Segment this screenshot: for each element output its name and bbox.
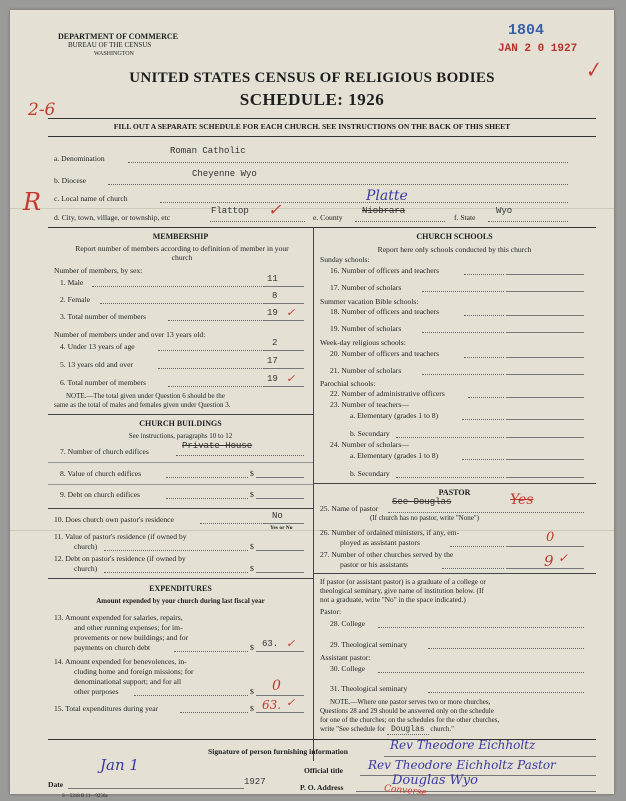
fill-line — [488, 221, 568, 222]
signature-label: Signature of person furnishing information — [208, 747, 348, 756]
rule — [48, 462, 313, 463]
leader — [396, 437, 504, 438]
leader — [168, 386, 264, 387]
leader — [442, 568, 504, 569]
q20-label: 20. Number of officers and teachers — [330, 349, 440, 358]
owns-residence-label: 10. Does church own pastor's residence — [54, 515, 174, 524]
q23b-label: b. Secondary — [350, 429, 390, 438]
running-expenses-label-3: provements or new buildings; and for — [74, 633, 189, 642]
answer-line — [506, 374, 584, 375]
answer-line — [256, 695, 304, 696]
membership-intro: Report number of members according to definition of member in your church — [75, 244, 289, 262]
leader — [388, 512, 584, 513]
city-check-icon: ✓ — [268, 200, 282, 219]
schedule-title: SCHEDULE: 1926 — [239, 90, 385, 109]
paper-fold — [10, 208, 614, 209]
leader — [464, 357, 504, 358]
dollar-sign: $ — [250, 687, 254, 696]
answer-line — [506, 459, 584, 460]
city-value: Flattop — [211, 206, 249, 216]
answer-line — [264, 368, 304, 369]
q19-label: 19. Number of scholars — [330, 324, 402, 333]
membership-title: MEMBERSHIP — [152, 232, 209, 241]
fill-line — [108, 184, 568, 185]
county-handwritten-value: Platte — [366, 188, 408, 204]
leader — [396, 477, 504, 478]
other-churches-label-1: 27. Number of other churches served by the — [320, 550, 454, 559]
pastor-edu-label: Pastor: — [320, 607, 342, 616]
sunday-schools-label: Sunday schools: — [320, 255, 370, 264]
q24a-label: a. Elementary (grades 1 to 8) — [350, 451, 439, 460]
denomination-value: Roman Catholic — [170, 146, 246, 156]
schools-title: CHURCH SCHOOLS — [416, 232, 493, 241]
city-name: WASHINGTON — [94, 51, 134, 57]
residence-value-label: 11. Value of pastor's residence (if owned by — [54, 532, 187, 541]
answer-line — [506, 274, 584, 275]
state-label: f. State — [454, 213, 476, 222]
total-members-2-label: 6. Total number of members — [60, 378, 147, 387]
rule — [48, 118, 596, 119]
residence-debt-label-2: church) — [74, 564, 98, 573]
benevolences-label-4: other purposes — [74, 687, 119, 696]
pastor-note-1: NOTE.—Where one pastor serves two or more churches, — [330, 698, 491, 706]
leader — [104, 550, 248, 551]
po-address-label: P. O. Address — [300, 783, 344, 792]
benevolences-label-1: 14. Amount expended for benevolences, in- — [54, 657, 187, 666]
residence-debt-label: 12. Debt on pastor's residence (if owned by — [54, 554, 186, 563]
buildings-sub: See instructions, paragraphs 10 to 12 — [128, 432, 233, 440]
other-churches-value: 9 — [544, 552, 554, 570]
under-13-label: 4. Under 13 years of age — [60, 342, 135, 351]
answer-line — [506, 477, 584, 478]
county-struck-value: Niobrara — [362, 206, 406, 216]
answer-line — [264, 286, 304, 287]
male-value: 11 — [267, 274, 278, 284]
college-label: 28. College — [330, 619, 366, 628]
received-number-stamp: 1804 — [508, 22, 545, 39]
leader — [422, 291, 504, 292]
pastor-note-4-suffix: church." — [430, 725, 455, 733]
leader — [428, 692, 584, 693]
q24b-label: b. Secondary — [350, 469, 390, 478]
answer-line — [256, 477, 304, 478]
vacation-schools-label: Summer vacation Bible schools: — [320, 297, 419, 306]
check-mark-icon: ✓ — [286, 306, 296, 319]
pastor-name-hint: (If church has no pastor, write "None") — [370, 514, 480, 522]
answer-line — [506, 315, 584, 316]
city-label: d. City, town, village, or township, etc — [54, 213, 171, 222]
po-address-value: Douglas Wyo — [392, 773, 478, 788]
check-mark-icon: ✓ — [286, 372, 296, 385]
schools-intro: Report here only schools conducted by this church — [377, 245, 532, 254]
leader — [134, 695, 248, 696]
weekday-schools-label: Week-day religious schools: — [320, 338, 406, 347]
date-label: Date — [48, 780, 64, 789]
state-value: Wyo — [496, 206, 513, 216]
answer-line — [256, 572, 304, 573]
rule — [48, 227, 596, 228]
pastor-title: PASTOR — [438, 488, 471, 497]
leader — [176, 455, 304, 456]
form-title: UNITED STATES CENSUS OF RELIGIOUS BODIES — [129, 70, 495, 86]
county-label: e. County — [313, 213, 343, 222]
q23-label: 23. Number of teachers— — [330, 400, 409, 409]
fill-line — [128, 162, 568, 163]
answer-line — [506, 437, 584, 438]
over-13-value: 17 — [267, 356, 278, 366]
benevolences-value: 0 — [272, 678, 281, 694]
answer-line — [384, 756, 596, 757]
date-year: 1927 — [244, 777, 266, 787]
running-expenses-label-1: 13. Amount expended for salaries, repairs, — [54, 613, 183, 622]
assistant-edu-label: Assistant pastor: — [320, 653, 371, 662]
leader — [200, 523, 264, 524]
q22-label: 22. Number of administrative officers — [330, 389, 445, 398]
leader — [462, 419, 504, 420]
dollar-sign: $ — [250, 704, 254, 713]
rule — [48, 136, 596, 137]
bureau-name: BUREAU OF THE CENSUS — [68, 41, 152, 49]
margin-mark-2-6: 2-6 — [28, 100, 56, 120]
q18-label: 18. Number of officers and teachers — [330, 307, 440, 316]
leader — [92, 286, 264, 287]
leader — [462, 459, 504, 460]
leader — [378, 627, 584, 628]
diocese-value: Cheyenne Wyo — [192, 169, 257, 179]
seminary-label: 29. Theological seminary — [330, 640, 408, 649]
instruction-line: FILL OUT A SEPARATE SCHEDULE FOR EACH CHURCH. SEE INSTRUCTIONS ON THE BACK OF THIS SHEET — [113, 122, 511, 131]
answer-line — [506, 291, 584, 292]
expenditures-title: EXPENDITURES — [149, 584, 212, 593]
by-sex-label: Number of members, by sex: — [54, 266, 143, 275]
answer-line — [264, 320, 304, 321]
residence-value-label-2: church) — [74, 542, 98, 551]
answer-line — [506, 546, 584, 547]
membership-note-1: NOTE.—The total given under Question 6 should be the — [66, 392, 225, 400]
total-members-label: 3. Total number of members — [60, 312, 147, 321]
edifice-value-label: 8. Value of church edifices — [60, 469, 142, 478]
leader — [378, 672, 584, 673]
pastor-name-label: 25. Name of pastor — [320, 504, 379, 513]
answer-line — [256, 712, 304, 713]
leader — [166, 477, 248, 478]
answer-line — [256, 498, 304, 499]
rule — [48, 414, 313, 415]
q23a-label: a. Elementary (grades 1 to 8) — [350, 411, 439, 420]
benevolences-label-2: cluding home and foreign missions; for — [74, 667, 194, 676]
q17-label: 17. Number of scholars — [330, 283, 402, 292]
check-mark-icon: ✓ — [286, 637, 296, 650]
edifices-label: 7. Number of church edifices — [60, 447, 149, 456]
total-members-2-value: 19 — [267, 374, 278, 384]
running-expenses-label-4: payments on church debt — [74, 643, 151, 652]
running-expenses-value: 63. — [262, 639, 279, 649]
assistant-count-label-1: 26. Number of ordained ministers, if any, em- — [320, 528, 460, 537]
under-13-value: 2 — [272, 338, 278, 348]
dollar-sign: $ — [250, 469, 254, 478]
pastor-note-4-value: Douglas — [387, 725, 429, 735]
female-value: 8 — [272, 291, 278, 301]
total-members-value: 19 — [267, 308, 278, 318]
q24-label: 24. Number of scholars— — [330, 440, 409, 449]
total-expenditures-value: 63. — [262, 698, 282, 712]
census-schedule-page — [10, 10, 614, 799]
leader — [422, 374, 504, 375]
leader — [104, 572, 248, 573]
leader — [166, 498, 248, 499]
answer-line — [264, 386, 304, 387]
membership-note-2: same as the total of males and females given under Question 3. — [54, 401, 231, 409]
date-value: Jan 1 — [100, 756, 139, 774]
answer-line — [256, 550, 304, 551]
female-label: 2. Female — [60, 295, 90, 304]
leader — [168, 320, 264, 321]
rule — [313, 483, 596, 484]
po-address-county: Converse — [383, 783, 428, 799]
yes-no-hint: Yes or No — [270, 525, 293, 531]
rule — [48, 508, 313, 509]
parochial-schools-label: Parochial schools: — [320, 379, 376, 388]
running-expenses-label-2: and other running expenses; for im- — [74, 623, 183, 632]
rule — [48, 578, 313, 579]
answer-line — [506, 397, 584, 398]
answer-line — [506, 419, 584, 420]
leader — [464, 274, 504, 275]
department-name: DEPARTMENT OF COMMERCE — [58, 32, 179, 41]
assistant-count-value: 0 — [546, 530, 555, 545]
leader — [158, 350, 264, 351]
owns-residence-value: No — [272, 511, 283, 521]
buildings-title: CHURCH BUILDINGS — [139, 419, 222, 428]
benevolences-label-3: denominational support; and for all — [74, 677, 182, 686]
answer-line — [506, 357, 584, 358]
answer-line — [264, 303, 304, 304]
pastor-note-3: for one of the churches; on the schedules for the other churches, — [320, 716, 500, 724]
graduate-note-1: If pastor (or assistant pastor) is a graduate of a college or — [320, 577, 486, 586]
official-title-label: Official title — [304, 766, 344, 775]
expenditures-sub: Amount expended by your church during last fiscal year — [96, 597, 265, 605]
graduate-note-2: theological seminary, give name of institution below. (If — [320, 586, 484, 595]
q21-label: 21. Number of scholars — [330, 366, 402, 375]
leader — [100, 303, 264, 304]
local-church-label: c. Local name of church — [54, 194, 128, 203]
dollar-sign: $ — [250, 564, 254, 573]
asst-seminary-label: 31. Theological seminary — [330, 684, 408, 693]
edifices-value: Private House — [182, 441, 253, 451]
leader — [428, 648, 584, 649]
official-title-value: Rev Theodore Eichholtz Pastor — [368, 758, 556, 772]
paper-fold — [10, 530, 614, 531]
over-13-label: 5. 13 years old and over — [60, 360, 133, 369]
answer-line — [256, 651, 304, 652]
pastor-note-2: Questions 28 and 29 should be answered only on the schedule — [320, 707, 494, 715]
pastor-note-4 — [320, 725, 454, 734]
form-number: S—5318 B 11—9256a — [62, 794, 108, 799]
pastor-note-4-prefix: write "See schedule for — [320, 725, 386, 733]
leader — [158, 368, 264, 369]
male-label: 1. Male — [60, 278, 84, 287]
total-expenditures-label: 15. Total expenditures during year — [54, 704, 159, 713]
pastor-name-value: See Douglas — [392, 497, 452, 507]
pastor-name-hand: Yes — [510, 492, 534, 508]
rule — [313, 573, 596, 574]
check-mark-icon: ✓ — [286, 696, 296, 709]
leader — [422, 332, 504, 333]
fill-line — [160, 202, 568, 203]
edifice-debt-label: 9. Debt on church edifices — [60, 490, 140, 499]
dollar-sign: $ — [250, 643, 254, 652]
asst-college-label: 30. College — [330, 664, 366, 673]
leader — [468, 397, 504, 398]
leader — [450, 546, 504, 547]
other-churches-label-2: pastor or his assistants — [340, 560, 409, 569]
fill-line — [210, 221, 305, 222]
graduate-note-3: not a graduate, write "No" in the space indicated.) — [320, 595, 466, 604]
answer-line — [506, 332, 584, 333]
margin-mark-r: R — [23, 188, 42, 216]
received-date-stamp: JAN 2 0 1927 — [498, 43, 578, 55]
rule — [48, 484, 313, 485]
diocese-label: b. Diocese — [54, 176, 87, 185]
dollar-sign: $ — [250, 542, 254, 551]
age-intro-label: Number of members under and over 13 years old: — [54, 330, 206, 339]
q16-label: 16. Number of officers and teachers — [330, 266, 440, 275]
answer-line — [264, 350, 304, 351]
check-mark-icon: ✓ — [558, 551, 569, 565]
dollar-sign: $ — [250, 490, 254, 499]
check-mark-icon: ✓ — [581, 56, 604, 84]
answer-line — [68, 788, 244, 789]
signature-value: Rev Theodore Eichholtz — [390, 738, 536, 752]
denomination-label: a. Denomination — [54, 154, 105, 163]
fill-line — [355, 221, 445, 222]
leader — [464, 315, 504, 316]
leader — [174, 651, 248, 652]
assistant-count-label-2: ployed as assistant pastors — [340, 538, 420, 547]
leader — [180, 712, 248, 713]
